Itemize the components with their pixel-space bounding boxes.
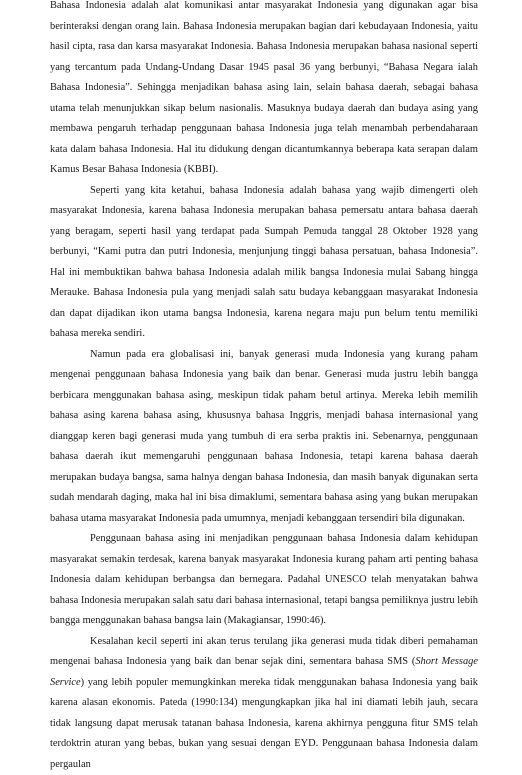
- paragraph-5-text-after: ) yang lebih populer memungkinkan mereka tidak menggunakan bahasa Indonesia yang baik karena alasan ekonomis. Pateda (1990:134) mengungkapkan jika hal ini diamati lebih jauh, secara tidak langsung dapat merusak tatanan bahasa Indonesia, karena akhirnya pengguna fitur SMS telah terdoktrin aturan yang bebas, bukan yang sesuai dengan EYD. Penggunaan bahasa Indonesia dalam pergaulan: [50, 677, 478, 770]
- paragraph-5-italic-term: Short Message Service: [50, 656, 478, 688]
- paragraph-4: Penggunaan bahasa asing ini menjadikan penggunaan bahasa Indonesia dalam kehidupan masyarakat semakin terdesak, karena banyak masyarakat Indonesia kurang paham arti penting bahasa Indonesia dalam kehidupan berbangsa dan bernegara. Padahal UNESCO telah menyatakan bahwa bahasa Indonesia merupakan salah satu dari bahasa internasional, tetapi bangsa pemiliknya justru lebih bangga menggunakan bahasa bangsa lain (Makagiansar, 1990:46).: [50, 529, 478, 632]
- paragraph-2: Seperti yang kita ketahui, bahasa Indonesia adalah bahasa yang wajib dimengerti oleh masyarakat Indonesia, karena bahasa Indonesia merupakan bahasa pemersatu antara bahasa daerah yang beragam, seperti hasil yang terdapat pada Sumpah Pemuda tanggal 28 Oktober 1928 yang berbunyi, “Kami putra dan putri Indonesia, menjunjung tinggi bahasa persatuan, bahasa Indonesia”. Hal ini membuktikan bahwa bahasa Indonesia adalah milik bangsa Indonesia mulai Sabang hingga Merauke. Bahasa Indonesia pula yang menjadi salah satu budaya kebanggaan masyarakat Indonesia dan dapat dijadikan ikon utama bangsa Indonesia, karena negara maju pun belum tentu memiliki bahasa mereka sendiri.: [50, 181, 478, 345]
- paragraph-5: [50, 632, 478, 775]
- paragraph-3: Namun pada era globalisasi ini, banyak generasi muda Indonesia yang kurang paham mengenai penggunaan bahasa Indonesia yang baik dan benar. Generasi muda justru lebih bangga berbicara menggunakan bahasa asing, meskipun tidak paham betul artinya. Mereka lebih memilih bahasa asing karena bahasa asing, khususnya bahasa Inggris, menjadi bahasa internasional yang dianggap keren bagi generasi muda yang tumbuh di era serba praktis ini. Sebenarnya, penggunaan bahasa daerah ikut memengaruhi penggunaan bahasa Indonesia, tetapi karena bahasa daerah merupakan budaya bangsa, sama halnya dengan bahasa Indonesia, dan masih banyak digunakan serta sudah mendarah daging, maka hal ini bisa dimaklumi, sementara bahasa asing yang bukan merupakan bahasa utama masyarakat Indonesia pada umumnya, menjadi kebanggaan tersendiri bila digunakan.: [50, 345, 478, 530]
- paragraph-5-text-before: Kesalahan kecil seperti ini akan terus terulang jika generasi muda tidak diberi pemahaman mengenai bahasa Indonesia yang baik dan benar sejak dini, sementara bahasa SMS (: [50, 636, 478, 668]
- document-body: [50, 0, 478, 775]
- paragraph-1: Bahasa Indonesia adalah alat komunikasi antar masyarakat Indonesia yang digunakan agar bisa berinteraksi dengan orang lain. Bahasa Indonesia merupakan bagian dari kebudayaan Indonesia, yaitu hasil cipta, rasa dan karsa masyarakat Indonesia. Bahasa Indonesia merupakan bahasa nasional seperti yang tercantum pada Undang-Undang Dasar 1945 pasal 36 yang berbunyi, “Bahasa Negara ialah Bahasa Indonesia”. Sehingga menjadikan bahasa asing lain, selain bahasa daerah, sebagai bahasa utama telah menunjukkan sikap belum nasionalis. Masuknya budaya daerah dan budaya asing yang membawa pengaruh terhadap penggunaan bahasa Indonesia juga telah menambah perbendaharaan kata dalam bahasa Indonesia. Hal itu didukung dengan dicantumkannya beberapa kata serapan dalam Kamus Besar Bahasa Indonesia (KBBI).: [50, 0, 478, 181]
